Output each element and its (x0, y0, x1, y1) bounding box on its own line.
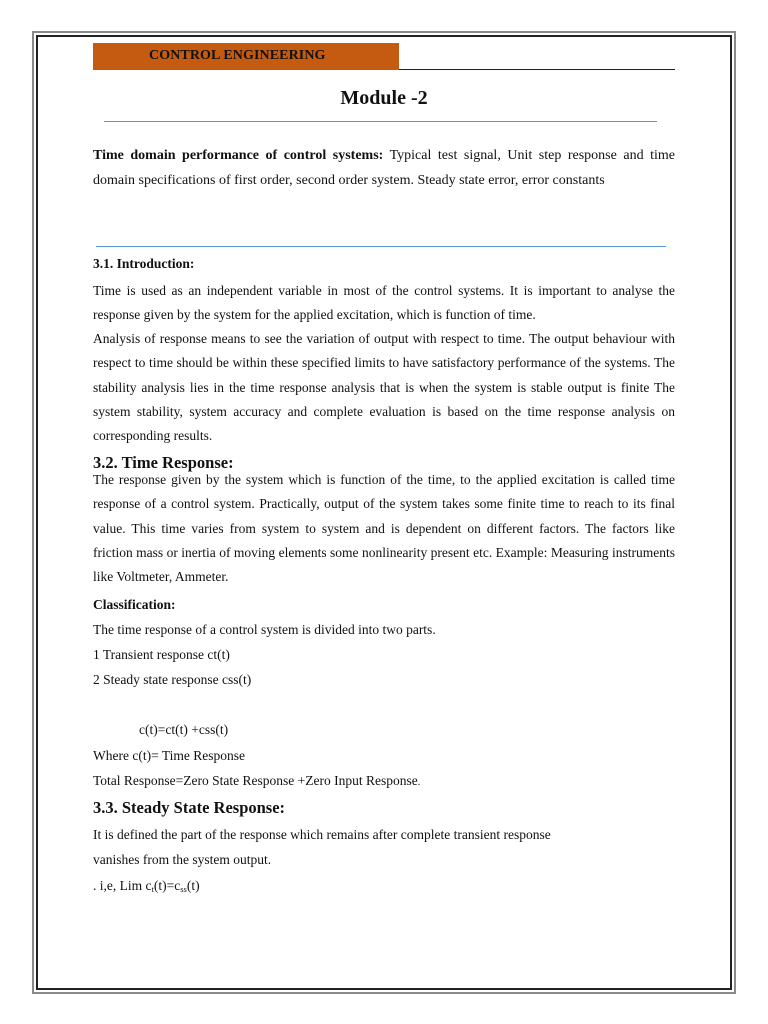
classification-item-2: 2 Steady state response css(t) (93, 672, 252, 687)
section-3-2-heading: 3.2. Time Response: (93, 453, 234, 472)
section-3-1-heading: 3.1. Introduction: (93, 256, 195, 271)
section-3-2-para: The response given by the system which is function of the time, to the applied excitation is called time response of a control system. Practically, output of the system takes some finite time to reach to its final value. This time varies from system to system and is dependent on different factors. The factors like friction mass or inertia of moving elements some nonlinearity present etc. Example: Measuring instruments like Voltmeter, Ammeter. (93, 472, 675, 585)
limit-suffix: (t) (186, 878, 200, 893)
response-equation: c(t)=ct(t) +css(t) (139, 722, 229, 737)
section-3-3-line-1: It is defined the part of the response which remains after complete transient response (93, 827, 551, 842)
where-line: Where c(t)= Time Response (93, 748, 245, 763)
limit-subscript-t: t (151, 884, 154, 894)
limit-prefix: . i,e, Lim c (93, 878, 152, 893)
title-divider (104, 121, 657, 122)
abstract-lead: Time domain performance of control systems: (93, 148, 384, 163)
classification-item-1: 1 Transient response ct(t) (93, 647, 230, 662)
section-3-1-para-2: Analysis of response means to see the variation of output with respect to time. The output behaviour with respect to time should be within these specified limits to have satisfactory performance of the systems. The stability analysis lies in the time response analysis that is when the system is stable output is finite The system stability, system accuracy and complete evaluation is based on the time response analysis on corresponding results. (93, 331, 675, 444)
module-abstract (93, 143, 675, 193)
limit-subscript-ss: ss (180, 884, 187, 894)
section-3-3-heading: 3.3. Steady State Response: (93, 798, 286, 817)
course-header-band (93, 43, 399, 70)
limit-middle: (t)=c (153, 878, 181, 893)
header-rule (399, 69, 675, 70)
course-title: CONTROL ENGINEERING (149, 48, 326, 63)
total-response-line (93, 773, 420, 789)
total-response-text: Total Response=Zero State Response +Zero Input Response (93, 773, 418, 788)
limit-equation (93, 878, 200, 894)
section-3-1-para-1: Time is used as an independent variable in most of the control systems. It is important to analyse the response given by the system for the applied excitation, which is function of time. (93, 283, 675, 323)
abstract-body: Typical test signal, Unit step response and time domain specifications of first order, second order system. Steady state error, error constants (93, 148, 675, 188)
classification-intro: The time response of a control system is divided into two parts. (93, 622, 436, 637)
module-title: Module -2 (340, 87, 428, 109)
classification-heading: Classification: (93, 597, 176, 612)
abstract-divider (96, 246, 666, 247)
section-3-3-line-2: vanishes from the system output. (93, 852, 272, 867)
total-response-period: . (417, 777, 421, 788)
